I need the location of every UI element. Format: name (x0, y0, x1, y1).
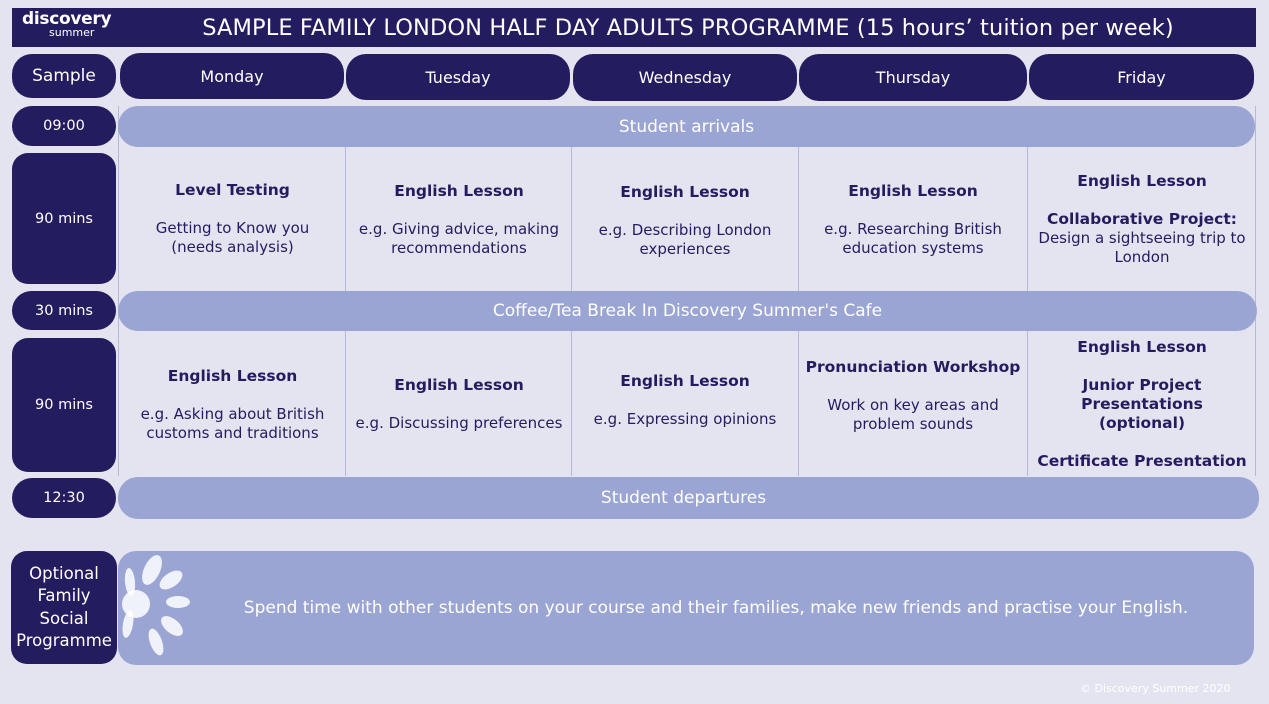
lesson-description: e.g. Describing London experiences (598, 221, 772, 258)
block2-tuesday-cell (346, 333, 572, 475)
time-break: 30 mins (12, 291, 116, 330)
time-block1: 90 mins (12, 153, 116, 284)
lesson-description: e.g. Asking about British customs and traditions (140, 405, 325, 442)
page-title: SAMPLE FAMILY LONDON HALF DAY ADULTS PROGRAMME (15 hours’ tuition per week) (202, 14, 1174, 41)
day-header-tuesday: Tuesday (346, 54, 570, 100)
lesson-description: e.g. Expressing opinions (593, 409, 777, 428)
lesson-description: Getting to Know you (needs analysis) (155, 219, 310, 256)
lesson-title: English Lesson (394, 375, 524, 394)
certificate-title: Certificate Presentation (1037, 451, 1247, 470)
block1-friday-cell (1028, 150, 1256, 288)
block1-thursday-cell (799, 150, 1027, 290)
lesson-description: Design a sightseeing trip to London (1038, 228, 1246, 266)
band-student-arrivals: Student arrivals (118, 106, 1255, 147)
block1-wednesday-cell (572, 150, 798, 292)
lesson-description: e.g. Giving advice, making recommendations (358, 220, 560, 257)
logo-subtitle: summer (49, 26, 95, 39)
day-header-friday: Friday (1029, 54, 1254, 100)
lesson-title: English Lesson (620, 371, 750, 390)
lesson-title: English Lesson (1077, 171, 1207, 190)
copyright-text: © Discovery Summer 2020 (1080, 682, 1231, 695)
optional-programme-text: Spend time with other students on your course and their families, make new friends and practise your English. (243, 598, 1189, 618)
optional-programme-label: Optional Family Social Programme (11, 551, 117, 664)
lesson-title: English Lesson (394, 182, 524, 200)
sample-label: Sample (12, 54, 116, 98)
day-header-monday: Monday (120, 53, 344, 99)
project-title: Collaborative Project: (1047, 209, 1237, 228)
block1-monday-cell (120, 150, 345, 288)
discovery-summer-logo (22, 11, 112, 45)
band-student-departures: Student departures (118, 477, 1259, 519)
lesson-title: English Lesson (167, 367, 298, 385)
block1-tuesday-cell (346, 150, 572, 290)
logo-wordmark: discovery (22, 9, 112, 29)
time-arrivals: 09:00 (12, 106, 116, 146)
lesson-description: e.g. Researching British education systems (824, 220, 1002, 257)
block2-friday-cell (1028, 334, 1256, 474)
splash-icon (116, 552, 196, 664)
block2-thursday-cell (799, 330, 1027, 462)
day-header-thursday: Thursday (799, 54, 1027, 101)
project-title: Junior Project Presentations (optional) (1081, 375, 1203, 432)
day-header-wednesday: Wednesday (573, 54, 797, 101)
lesson-title: Level Testing (175, 181, 290, 199)
lesson-description: e.g. Discussing preferences (355, 413, 563, 432)
block2-monday-cell (120, 335, 345, 475)
lesson-title: Pronunciation Workshop (805, 358, 1021, 376)
lesson-title: English Lesson (848, 182, 978, 200)
band-coffee-break: Coffee/Tea Break In Discovery Summer's Cafe (118, 291, 1257, 331)
lesson-title: English Lesson (1077, 337, 1207, 356)
lesson-title: English Lesson (620, 183, 750, 201)
time-block2: 90 mins (12, 338, 116, 472)
block2-wednesday-cell (572, 330, 798, 470)
grid-divider (118, 106, 119, 476)
lesson-description: Work on key areas and problem sounds (827, 396, 999, 433)
time-departures: 12:30 (12, 478, 116, 518)
